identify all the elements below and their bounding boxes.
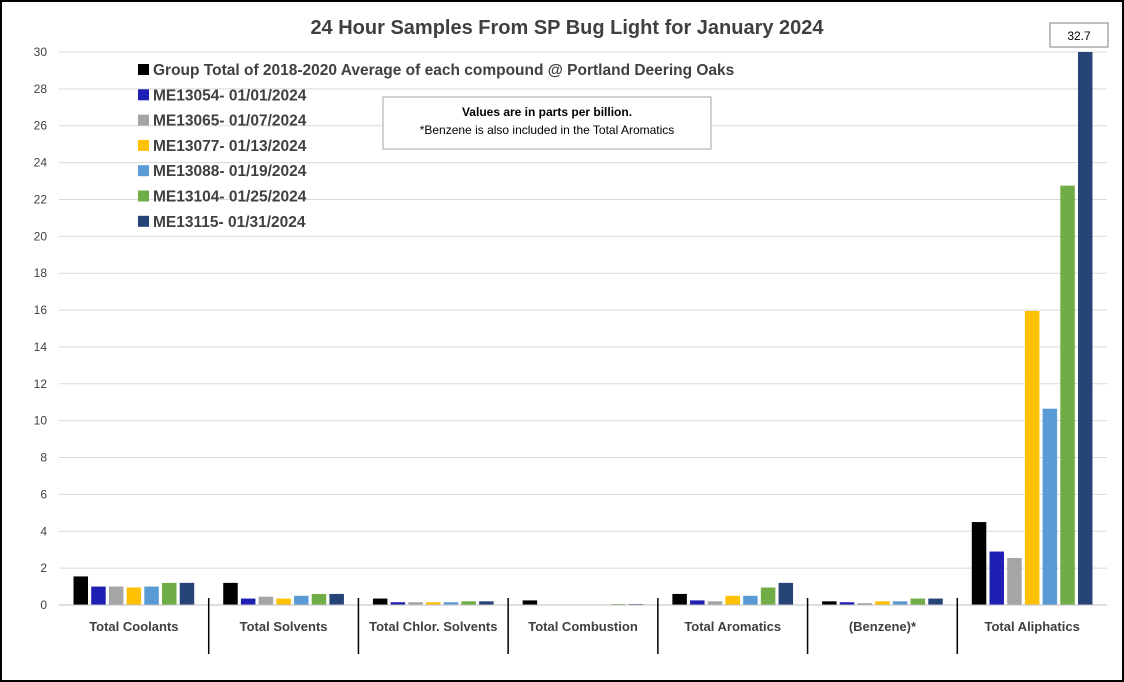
y-tick-label: 4 (40, 524, 47, 539)
bar (91, 587, 106, 605)
bar (761, 587, 776, 605)
y-tick-label: 8 (40, 450, 47, 465)
bar (1043, 409, 1058, 605)
bar (911, 599, 926, 605)
bar (989, 552, 1004, 605)
chart-canvas (2, 2, 1122, 680)
bar (972, 522, 987, 605)
bar (461, 601, 476, 605)
units-note-bold-text: Values are in parts per billion. (461, 105, 633, 119)
x-tick-label: Total Aliphatics (984, 619, 1080, 634)
bar (1025, 311, 1040, 605)
bar (276, 599, 291, 605)
legend-swatch (138, 216, 149, 227)
y-tick-label: 16 (33, 303, 47, 318)
x-tick-label: Total Chlor. Solvents (369, 619, 498, 634)
y-tick-label: 30 (33, 45, 47, 59)
legend-label: Group Total of 2018-2020 Average of each compound @ Portland Deering Oaks (153, 62, 735, 79)
chart-title: 24 Hour Samples From SP Bug Light for January 2024 (310, 17, 824, 39)
y-tick-label: 26 (33, 118, 47, 133)
bar (1078, 52, 1093, 605)
bar (672, 594, 687, 605)
x-tick-label: Total Solvents (239, 619, 328, 634)
y-tick-label: 20 (33, 229, 47, 244)
bar (690, 600, 705, 605)
clipped-value-callout (1050, 23, 1108, 47)
x-tick-label: Total Aromatics (684, 619, 782, 634)
bar (479, 601, 494, 605)
y-tick-label: 28 (33, 81, 47, 96)
bar (1007, 558, 1022, 605)
legend-swatch (138, 191, 149, 202)
legend-swatch (138, 89, 149, 100)
bar (74, 576, 89, 605)
units-note (383, 97, 711, 149)
legend-swatch (138, 115, 149, 126)
y-tick-label: 2 (40, 561, 47, 576)
bar (144, 587, 159, 605)
y-tick-label: 0 (40, 598, 47, 612)
bar (162, 583, 177, 605)
y-tick-label: 10 (33, 413, 47, 428)
y-tick-label: 6 (40, 487, 47, 502)
legend-swatch (138, 140, 149, 151)
x-tick-label: Total Combustion (528, 619, 638, 634)
legend-label: ME13104- 01/25/2024 (153, 188, 307, 206)
bar (743, 596, 758, 605)
bar (373, 599, 388, 605)
y-tick-label: 22 (33, 192, 47, 207)
legend-label: ME13088- 01/19/2024 (153, 163, 307, 181)
legend-label: ME13115- 01/31/2024 (153, 213, 306, 231)
x-tick-label: Total Coolants (89, 619, 179, 634)
bar (523, 600, 538, 605)
bar (708, 601, 723, 605)
units-note-text: *Benzene is also included in the Total Aromatics (419, 123, 675, 137)
legend-label: ME13065- 01/07/2024 (153, 112, 307, 130)
bar (259, 597, 274, 605)
y-tick-label: 24 (33, 155, 47, 170)
x-tick-label: (Benzene)* (848, 619, 917, 634)
bar (928, 599, 943, 605)
bar (127, 587, 142, 605)
bar (893, 601, 908, 605)
bar (725, 596, 740, 605)
legend-swatch (138, 64, 149, 75)
bar (1060, 186, 1075, 605)
bar (875, 601, 890, 605)
bar (294, 596, 309, 605)
bar (312, 594, 327, 605)
bar (329, 594, 344, 605)
bar (241, 599, 256, 605)
bar (223, 583, 238, 605)
y-tick-label: 14 (33, 339, 47, 354)
legend-label: ME13054- 01/01/2024 (153, 87, 307, 105)
y-tick-label: 12 (33, 376, 47, 391)
bar (779, 583, 794, 605)
clipped-value-label: 32.7 (1067, 29, 1091, 43)
legend-label: ME13077- 01/13/2024 (153, 137, 307, 155)
bar (180, 583, 195, 605)
bar (109, 587, 124, 605)
legend-swatch (138, 165, 149, 176)
bar (822, 601, 837, 605)
y-tick-label: 18 (33, 266, 47, 281)
